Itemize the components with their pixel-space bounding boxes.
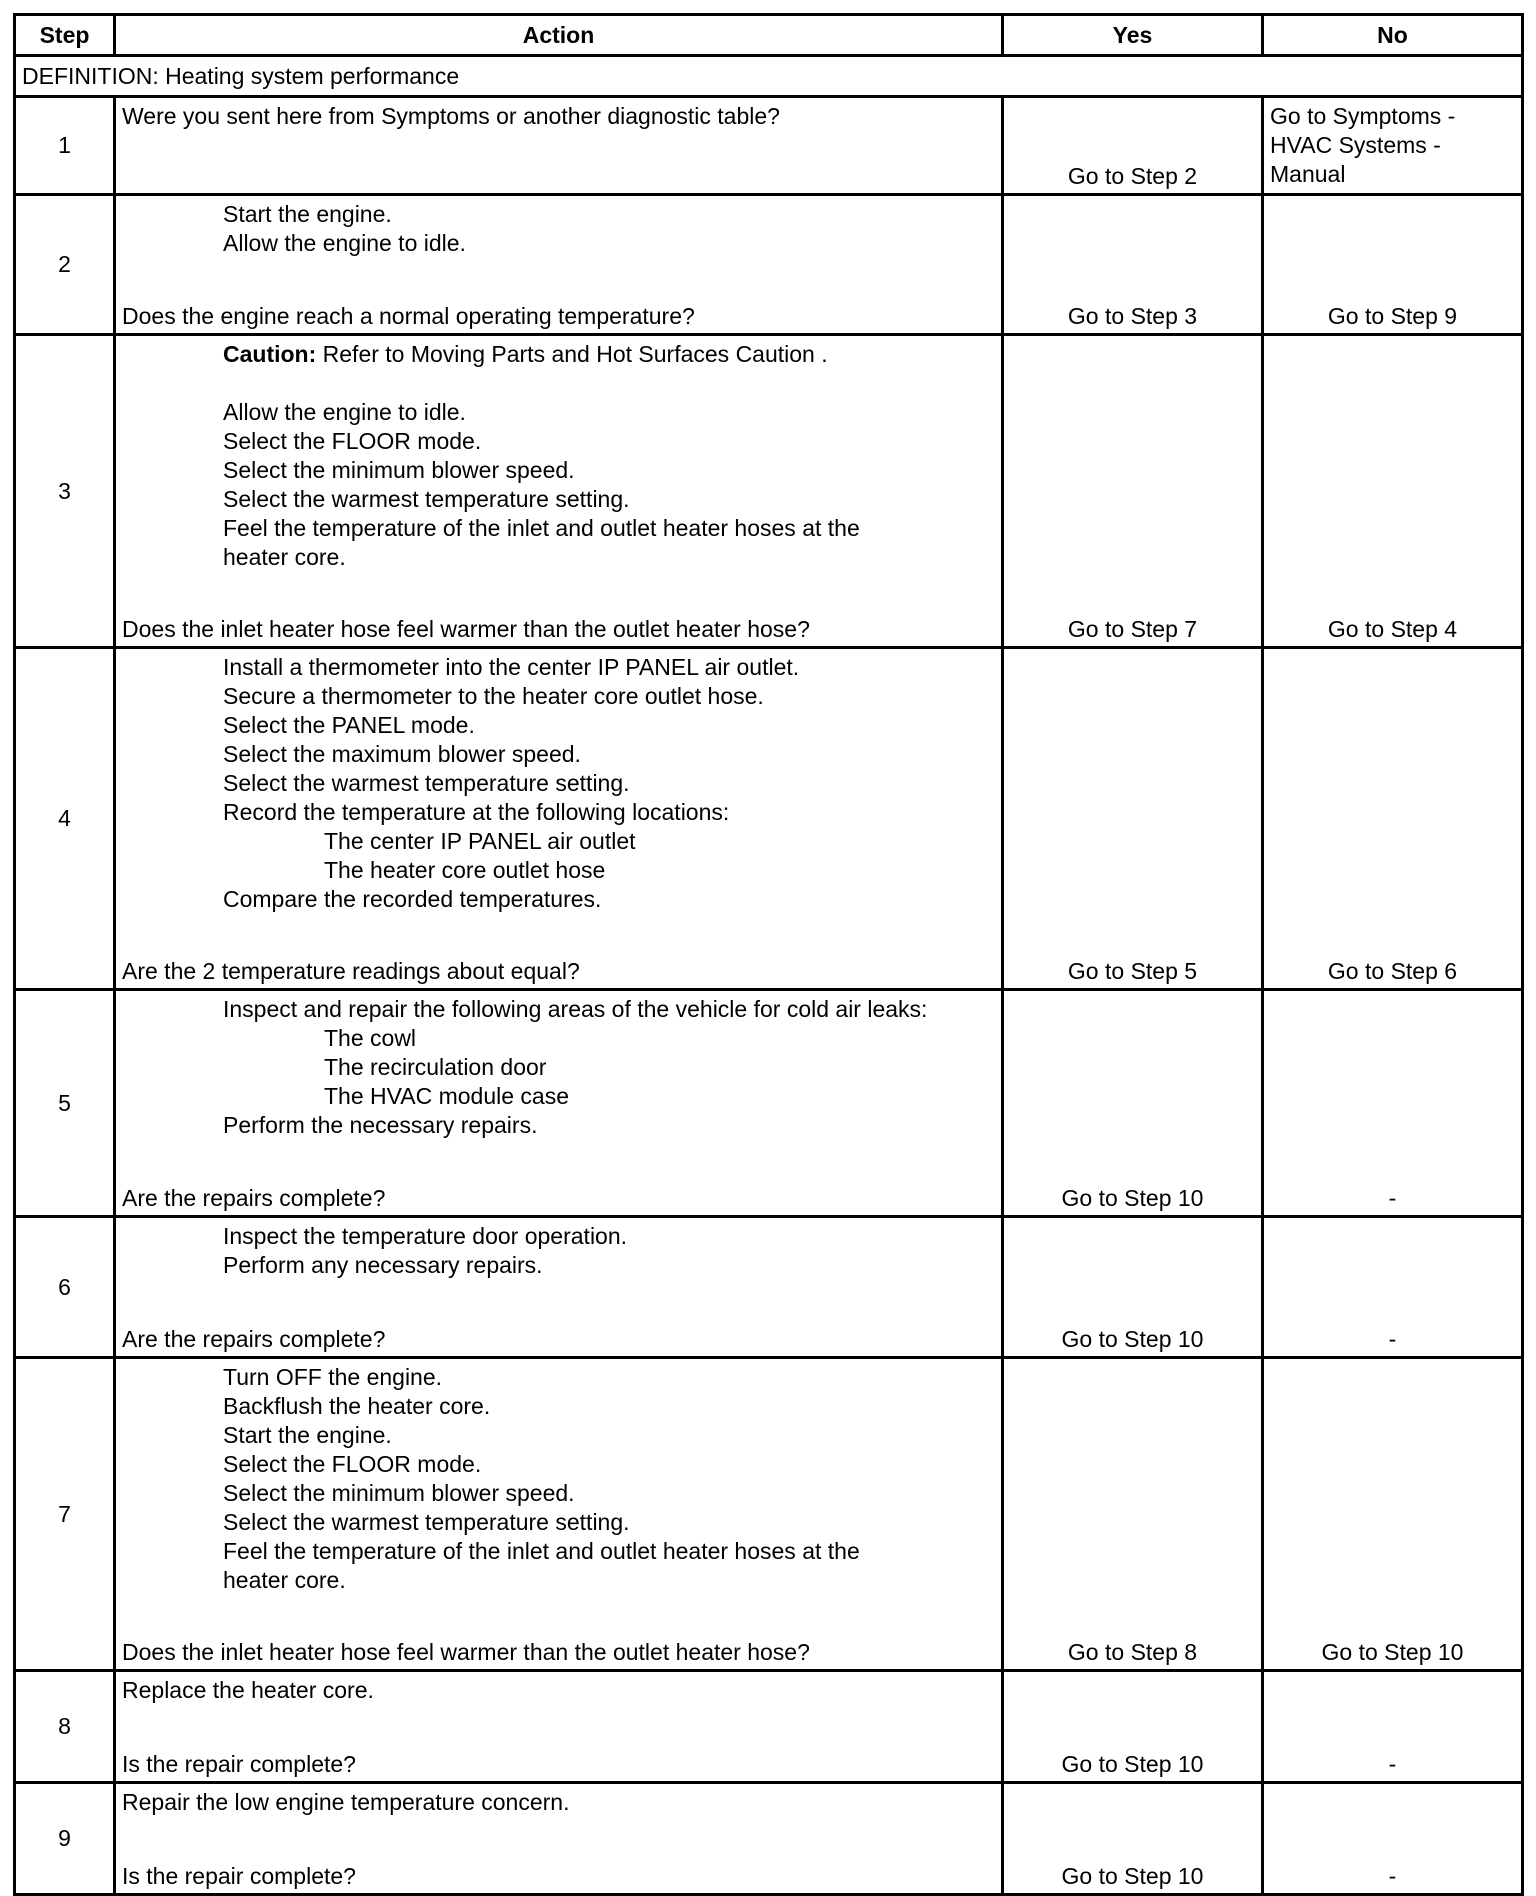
action-cell bbox=[115, 648, 1003, 990]
step-number: 7 bbox=[15, 1358, 115, 1671]
no-cell: - bbox=[1263, 1783, 1523, 1895]
no-cell: Go to Step 6 bbox=[1263, 648, 1523, 990]
yes-cell: Go to Step 10 bbox=[1003, 1783, 1263, 1895]
action-question: Does the inlet heater hose feel warmer than the outlet heater hose? bbox=[122, 616, 810, 642]
action-question: Are the repairs complete? bbox=[122, 1185, 386, 1211]
action-cell bbox=[115, 195, 1003, 335]
action-line: Perform the necessary repairs. bbox=[223, 1112, 538, 1138]
action-question: Is the repair complete? bbox=[122, 1863, 356, 1889]
table-row bbox=[15, 335, 1523, 648]
table-row bbox=[15, 1783, 1523, 1895]
no-cell: Go to Symptoms - HVAC Systems - Manual bbox=[1263, 97, 1523, 195]
step-number: 1 bbox=[15, 97, 115, 195]
action-cell bbox=[115, 1671, 1003, 1783]
no-cell: Go to Step 9 bbox=[1263, 195, 1523, 335]
table-row bbox=[15, 195, 1523, 335]
action-line: Backflush the heater core. bbox=[223, 1393, 491, 1419]
action-line: Start the engine. bbox=[223, 201, 392, 227]
definition-row bbox=[15, 56, 1523, 97]
action-line: Allow the engine to idle. bbox=[223, 399, 466, 425]
header-step: Step bbox=[15, 15, 115, 56]
caution-label: Caution: bbox=[223, 341, 317, 367]
action-line: Replace the heater core. bbox=[122, 1677, 374, 1703]
no-cell: - bbox=[1263, 1671, 1523, 1783]
action-line: Select the PANEL mode. bbox=[223, 712, 475, 738]
action-subline: The heater core outlet hose bbox=[324, 857, 606, 883]
header-yes: Yes bbox=[1003, 15, 1263, 56]
header-action: Action bbox=[115, 15, 1003, 56]
action-question: Are the 2 temperature readings about equal? bbox=[122, 958, 580, 984]
yes-cell: Go to Step 7 bbox=[1003, 335, 1263, 648]
yes-cell: Go to Step 10 bbox=[1003, 990, 1263, 1217]
action-line: Start the engine. bbox=[223, 1422, 392, 1448]
no-cell: Go to Step 4 bbox=[1263, 335, 1523, 648]
no-cell: - bbox=[1263, 1217, 1523, 1358]
yes-cell: Go to Step 5 bbox=[1003, 648, 1263, 990]
action-line: Inspect and repair the following areas of the vehicle for cold air leaks: bbox=[223, 996, 928, 1022]
step-number: 8 bbox=[15, 1671, 115, 1783]
header-no: No bbox=[1263, 15, 1523, 56]
action-line: Select the minimum blower speed. bbox=[223, 1480, 575, 1506]
step-number: 2 bbox=[15, 195, 115, 335]
caution-text: Refer to Moving Parts and Hot Surfaces Caution . bbox=[316, 341, 828, 367]
action-line: Record the temperature at the following locations: bbox=[223, 799, 730, 825]
action-line: Inspect the temperature door operation. bbox=[223, 1223, 628, 1249]
action-cell bbox=[115, 335, 1003, 648]
caution-line bbox=[122, 340, 995, 369]
table-row bbox=[15, 97, 1523, 195]
definition-text: DEFINITION: Heating system performance bbox=[15, 56, 1523, 97]
action-line: Repair the low engine temperature concern. bbox=[122, 1789, 570, 1815]
action-question: Are the repairs complete? bbox=[122, 1326, 386, 1352]
action-line: Select the FLOOR mode. bbox=[223, 428, 482, 454]
action-subline: The center IP PANEL air outlet bbox=[324, 828, 636, 854]
header-row bbox=[15, 15, 1523, 56]
action-cell bbox=[115, 1358, 1003, 1671]
action-question: Is the repair complete? bbox=[122, 1751, 356, 1777]
action-question: Were you sent here from Symptoms or another diagnostic table? bbox=[122, 103, 780, 129]
action-cell bbox=[115, 97, 1003, 195]
action-subline: The cowl bbox=[324, 1025, 417, 1051]
action-line: heater core. bbox=[223, 1567, 346, 1593]
table-row bbox=[15, 648, 1523, 990]
table-row bbox=[15, 1671, 1523, 1783]
yes-cell: Go to Step 2 bbox=[1003, 97, 1263, 195]
action-line: Compare the recorded temperatures. bbox=[223, 886, 602, 912]
step-number: 5 bbox=[15, 990, 115, 1217]
action-line: Select the maximum blower speed. bbox=[223, 741, 581, 767]
yes-cell: Go to Step 3 bbox=[1003, 195, 1263, 335]
action-question: Does the engine reach a normal operating temperature? bbox=[122, 303, 695, 329]
action-line: Secure a thermometer to the heater core outlet hose. bbox=[223, 683, 764, 709]
yes-cell: Go to Step 10 bbox=[1003, 1217, 1263, 1358]
step-number: 6 bbox=[15, 1217, 115, 1358]
action-line: Allow the engine to idle. bbox=[223, 230, 466, 256]
table-row bbox=[15, 1217, 1523, 1358]
step-number: 9 bbox=[15, 1783, 115, 1895]
action-line: Feel the temperature of the inlet and outlet heater hoses at the bbox=[223, 515, 860, 541]
no-cell: - bbox=[1263, 990, 1523, 1217]
yes-cell: Go to Step 8 bbox=[1003, 1358, 1263, 1671]
diagnostic-table bbox=[13, 13, 1524, 1896]
action-line: Select the FLOOR mode. bbox=[223, 1451, 482, 1477]
step-number: 3 bbox=[15, 335, 115, 648]
action-line: Perform any necessary repairs. bbox=[223, 1252, 543, 1278]
action-line: heater core. bbox=[223, 544, 346, 570]
action-subline: The recirculation door bbox=[324, 1054, 547, 1080]
table-row bbox=[15, 990, 1523, 1217]
action-line: Install a thermometer into the center IP PANEL air outlet. bbox=[223, 654, 800, 680]
action-cell bbox=[115, 1217, 1003, 1358]
no-cell: Go to Step 10 bbox=[1263, 1358, 1523, 1671]
action-question: Does the inlet heater hose feel warmer than the outlet heater hose? bbox=[122, 1639, 810, 1665]
action-subline: The HVAC module case bbox=[324, 1083, 570, 1109]
action-line: Turn OFF the engine. bbox=[223, 1364, 443, 1390]
action-line: Select the warmest temperature setting. bbox=[223, 770, 630, 796]
yes-cell: Go to Step 10 bbox=[1003, 1671, 1263, 1783]
action-line: Select the warmest temperature setting. bbox=[223, 486, 630, 512]
action-cell bbox=[115, 990, 1003, 1217]
action-line: Select the warmest temperature setting. bbox=[223, 1509, 630, 1535]
step-number: 4 bbox=[15, 648, 115, 990]
table-row bbox=[15, 1358, 1523, 1671]
action-cell bbox=[115, 1783, 1003, 1895]
action-line: Feel the temperature of the inlet and outlet heater hoses at the bbox=[223, 1538, 860, 1564]
action-line: Select the minimum blower speed. bbox=[223, 457, 575, 483]
